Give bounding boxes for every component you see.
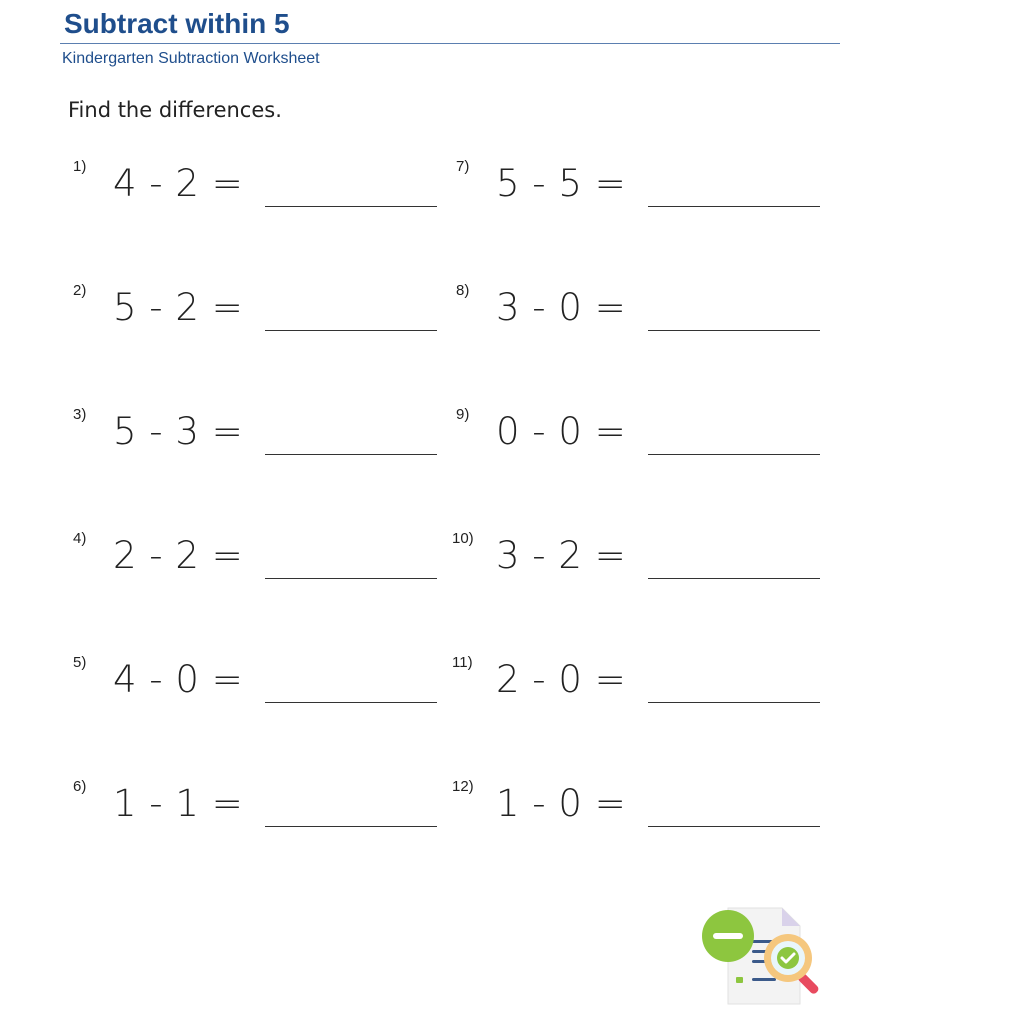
problem-number: 4)	[73, 530, 87, 547]
problem-number: 11)	[452, 654, 473, 671]
problem-equation: 1 - 1 =	[113, 782, 244, 825]
problem-equation: 5 - 5 =	[496, 162, 627, 205]
answer-blank[interactable]	[265, 702, 437, 703]
problem-number: 12)	[452, 778, 474, 795]
problem-number: 5)	[73, 654, 87, 671]
page-title: Subtract within 5	[64, 8, 290, 39]
answer-blank[interactable]	[265, 454, 437, 455]
problem-equation: 0 - 0 =	[496, 410, 627, 453]
answer-blank[interactable]	[265, 826, 437, 827]
problem-8	[456, 282, 846, 342]
problem-equation: 5 - 2 =	[113, 286, 244, 329]
problem-equation: 1 - 0 =	[496, 782, 627, 825]
problem-equation: 2 - 0 =	[496, 658, 627, 701]
title-divider	[60, 43, 840, 44]
problem-number: 3)	[73, 406, 87, 423]
problem-equation: 3 - 2 =	[496, 534, 627, 577]
answer-blank[interactable]	[265, 578, 437, 579]
answer-blank[interactable]	[648, 330, 820, 331]
problem-10	[452, 530, 842, 590]
problem-number: 7)	[456, 158, 470, 175]
problem-11	[452, 654, 842, 714]
problem-12	[452, 778, 842, 838]
answer-blank[interactable]	[648, 826, 820, 827]
problem-2	[73, 282, 463, 342]
problem-7	[456, 158, 846, 218]
answer-blank[interactable]	[648, 454, 820, 455]
problem-equation: 5 - 3 =	[113, 410, 244, 453]
problem-number: 10)	[452, 530, 474, 547]
problem-number: 6)	[73, 778, 87, 795]
subtraction-worksheet-check-icon	[700, 900, 835, 1010]
answer-blank[interactable]	[648, 702, 820, 703]
problem-equation: 3 - 0 =	[496, 286, 627, 329]
page-subtitle: Kindergarten Subtraction Worksheet	[62, 50, 320, 67]
problem-1	[73, 158, 463, 218]
problem-equation: 4 - 0 =	[113, 658, 244, 701]
problem-6	[73, 778, 463, 838]
problem-4	[73, 530, 463, 590]
problem-number: 8)	[456, 282, 470, 299]
answer-blank[interactable]	[648, 578, 820, 579]
problem-equation: 2 - 2 =	[113, 534, 244, 577]
answer-blank[interactable]	[648, 206, 820, 207]
answer-blank[interactable]	[265, 330, 437, 331]
problem-3	[73, 406, 463, 466]
instructions: Find the differences.	[68, 98, 282, 122]
problem-number: 9)	[456, 406, 470, 423]
problem-9	[456, 406, 846, 466]
problem-5	[73, 654, 463, 714]
problem-equation: 4 - 2 =	[113, 162, 244, 205]
problem-number: 2)	[73, 282, 87, 299]
problem-number: 1)	[73, 158, 87, 175]
answer-blank[interactable]	[265, 206, 437, 207]
